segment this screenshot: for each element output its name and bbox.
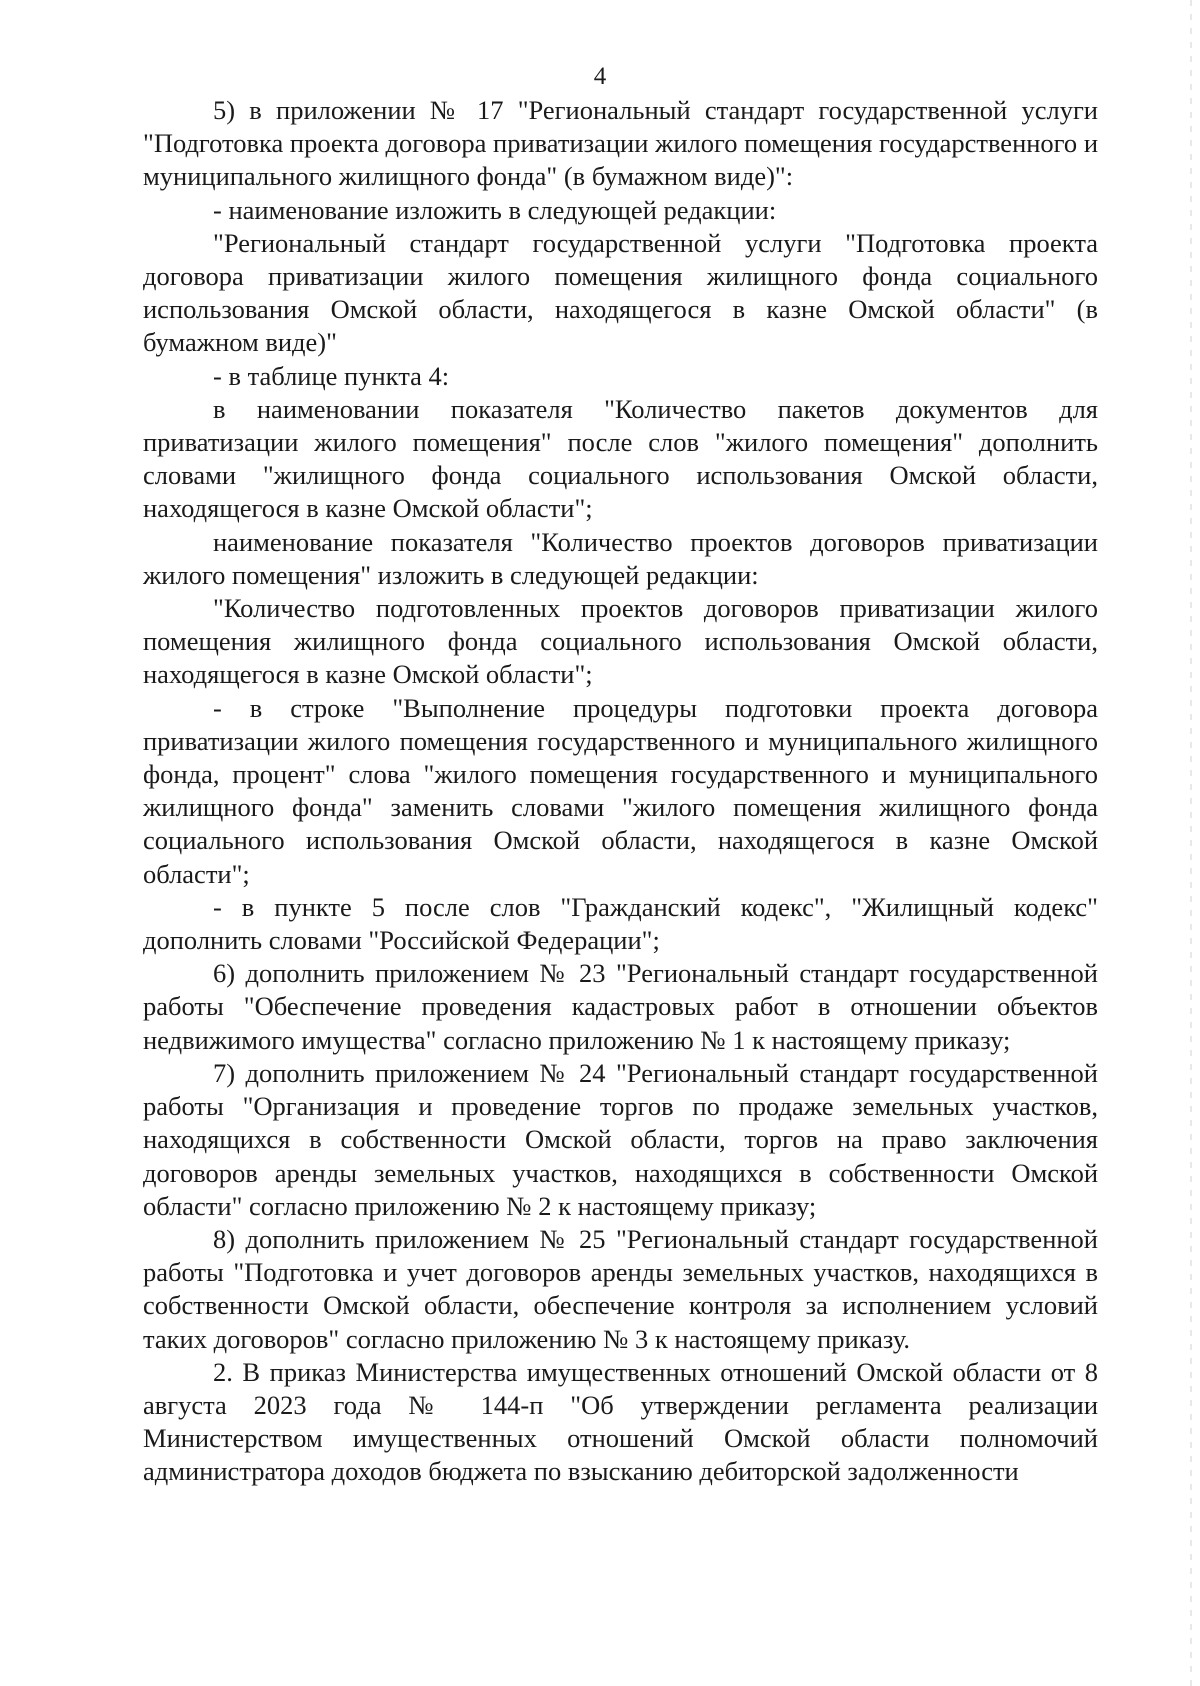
scan-edge-artifact xyxy=(1190,0,1192,1686)
paragraph-row-procedure: - в строке "Выполнение процедуры подготовки проекта договора приватизации жилого помещения государственного и муниципального жилищного фонда, процент" слова "жилого помещения государственного и муниципального жилищного фонда" заменить словами "жилого помещения жилищного фонда социального использования Омской области, находящегося в казне Омской области"; xyxy=(143,692,1098,889)
paragraph-item-5: 5) в приложении № 17 "Региональный стандарт государственной услуги "Подготовка проекта договора приватизации жилого помещения государственного и муниципального жилищного фонда" (в бумажном виде)": xyxy=(143,95,1098,192)
paragraph-section-2: 2. В приказ Министерства имущественных отношений Омской области от 8 августа 2023 года № 144-п "Об утверждении регламента реализации Министерством имущественных отношений Омской области полномочий администратора доходов бюджета по взысканию дебиторской задолженности xyxy=(143,1356,1098,1487)
paragraph-item-7: 7) дополнить приложением № 24 "Региональный стандарт государственной работы "Организация и проведение торгов по продаже земельных участков, находящихся в собственности Омской области, торгов на право заключения договоров аренды земельных участков, находящихся в собственности Омской области" согласно приложению № 2 к настоящему приказу; xyxy=(143,1057,1098,1221)
paragraph-indicator-new-name: "Количество подготовленных проектов договоров приватизации жилого помещения жилищного фонда социального использования Омской области, находящегося в казне Омской области"; xyxy=(143,593,1098,690)
page-number: 4 xyxy=(593,63,607,90)
paragraph-new-title: "Региональный стандарт государственной услуги "Подготовка проекта договора приватизации жилого помещения жилищного фонда социального использования Омской области, находящегося в казне Омской области" (в бумажном виде)" xyxy=(143,227,1098,358)
paragraph-item-6: 6) дополнить приложением № 23 "Региональный стандарт государственной работы "Обеспечение проведения кадастровых работ в отношении объектов недвижимого имущества" согласно приложению № 1 к настоящему приказу; xyxy=(143,958,1098,1055)
paragraph-item-8: 8) дополнить приложением № 25 "Региональный стандарт государственной работы "Подготовка и учет договоров аренды земельных участков, находящихся в собственности Омской области, обеспечение контроля за исполнением условий таких договоров" согласно приложению № 3 к настоящему приказу. xyxy=(143,1223,1098,1354)
paragraph-indicator-projects: наименование показателя "Количество проектов договоров приватизации жилого помещения" изложить в следующей редакции: xyxy=(143,526,1098,590)
document-body xyxy=(143,94,1098,1489)
paragraph-table-heading: - в таблице пункта 4: xyxy=(213,360,450,391)
paragraph-point-5: - в пункте 5 после слов "Гражданский кодекс", "Жилищный кодекс" дополнить словами "Российской Федерации"; xyxy=(143,891,1098,956)
paragraph-indicator-packages: в наименовании показателя "Количество пакетов документов для приватизации жилого помещения" после слов "жилого помещения" дополнить словами "жилищного фонда социального использования Омской области, находящегося в казне Омской области"; xyxy=(143,393,1098,524)
paragraph-rename-heading: - наименование изложить в следующей редакции: xyxy=(213,194,777,225)
